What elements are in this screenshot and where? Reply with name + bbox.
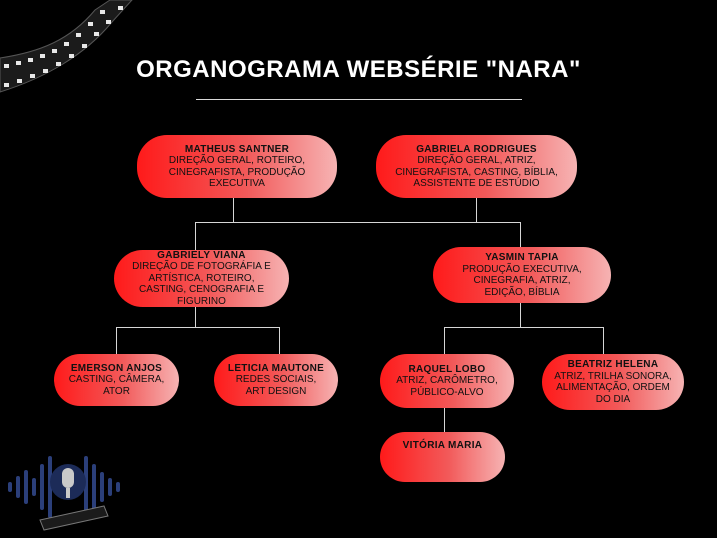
node-name: GABRIELY VIANA	[157, 249, 246, 261]
node-name: BEATRIZ HELENA	[567, 359, 659, 370]
node-name: RAQUEL LOBO	[408, 363, 486, 375]
connector-line	[476, 197, 477, 223]
podcast-microphone-logo	[4, 442, 134, 532]
node-emerson-anjos	[54, 354, 179, 406]
node-role: DIREÇÃO GERAL, ATRIZ, CINEGRAFISTA, CASTING, BÍBLIA, ASSISTENTE DE ESTÚDIO	[395, 155, 558, 189]
node-matheus-santner	[137, 135, 337, 198]
node-role: PRODUÇÃO EXECUTIVA, CINEGRAFIA, ATRIZ, EDIÇÃO, BÍBLIA	[462, 263, 582, 298]
node-vitoria-maria	[380, 432, 505, 482]
node-role: ATRIZ, CARÔMETRO, PÚBLICO-ALVO	[396, 375, 498, 398]
node-name: VITÓRIA MARIA	[402, 440, 483, 451]
node-name: GABRIELA RODRIGUES	[416, 143, 537, 155]
connector-line	[444, 327, 445, 355]
node-name: MATHEUS SANTNER	[184, 143, 290, 155]
connector-line	[116, 327, 117, 355]
connector-line	[233, 197, 234, 223]
connector-line	[444, 327, 604, 328]
connector-line	[444, 408, 445, 434]
connector-line	[520, 222, 521, 250]
node-name: YASMIN TAPIA	[485, 252, 559, 263]
node-name: LETICIA MAUTONE	[227, 362, 325, 374]
title-divider	[196, 99, 522, 100]
connector-line	[195, 305, 196, 327]
node-raquel-lobo	[380, 354, 514, 408]
node-role: ATRIZ, TRILHA SONORA, ALIMENTAÇÃO, ORDEM DO DIA	[554, 370, 672, 405]
connector-line	[603, 327, 604, 355]
page-title: ORGANOGRAMA WEBSÉRIE "NARA"	[136, 56, 581, 83]
node-gabriely-viana	[114, 250, 289, 307]
connector-line	[195, 222, 521, 223]
connector-line	[279, 327, 280, 355]
node-role: CASTING, CÂMERA, ATOR	[68, 374, 165, 397]
connector-line	[116, 327, 280, 328]
node-role: DIREÇÃO DE FOTOGRÁFIA E ARTÍSTICA, ROTEIRO, CASTING, CENOGRAFIA E FIGURINO	[132, 261, 271, 307]
connector-line	[195, 222, 196, 250]
node-beatriz-helena	[542, 354, 684, 410]
connector-line	[520, 302, 521, 327]
node-yasmin-tapia	[433, 247, 611, 303]
node-leticia-mautone	[214, 354, 338, 406]
node-name: EMERSON ANJOS	[70, 362, 163, 374]
node-role: DIREÇÃO GERAL, ROTEIRO, CINEGRAFISTA, PRODUÇÃO EXECUTIVA	[168, 155, 306, 189]
node-role: REDES SOCIAIS, ART DESIGN	[235, 374, 317, 397]
node-gabriela-rodrigues	[376, 135, 577, 198]
